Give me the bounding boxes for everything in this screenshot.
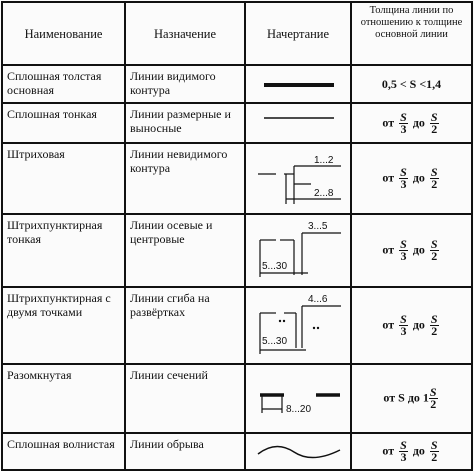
table-row	[2, 65, 472, 103]
dim-label: 8...20	[286, 404, 312, 415]
table-row	[2, 287, 472, 364]
header-name: Наименование	[2, 2, 125, 65]
fraction-s-3: $\frac{S}{3}$	[400, 109, 407, 136]
header-purpose: Назначение	[125, 2, 245, 65]
table-row	[2, 433, 472, 470]
row-purpose: Линии видимого контура	[125, 65, 245, 103]
row-name: Штрихпунктирная с двумя точками	[2, 287, 125, 364]
row-purpose: Линии сгиба на развёртках	[125, 287, 245, 364]
header-row	[2, 2, 472, 65]
row-thickness: от $\frac{S}{3}$ до $\frac{S}{2}$	[351, 214, 472, 287]
thin-solid-line	[246, 104, 351, 143]
row-name: Штрихпунктирная тонкая	[2, 214, 125, 287]
row-purpose: Линии осевые и центровые	[125, 214, 245, 287]
row-thickness: от $\frac{S}{3}$ до $\frac{S}{2}$	[351, 433, 472, 470]
row-name: Сплошная тонкая	[2, 103, 125, 143]
row-name: Сплошная волнистая	[2, 433, 125, 470]
dim-label: 1...2	[314, 155, 334, 166]
thick-solid-line	[246, 66, 351, 103]
row-purpose: Линии невидимого контура	[125, 143, 245, 214]
line-types-table	[1, 1, 473, 471]
open-line-diagram	[246, 365, 351, 433]
dash-dot-line-diagram	[246, 215, 351, 287]
range-to: до	[412, 114, 425, 129]
header-drawing: Начертание	[245, 2, 351, 65]
range-prefix: от S до 1	[383, 390, 429, 405]
row-purpose: Линии размерные и выносные	[125, 103, 245, 143]
dim-label: 5...30	[262, 336, 288, 347]
row-purpose: Линии сечений	[125, 364, 245, 433]
table-row	[2, 103, 472, 143]
drawing-thin-solid	[245, 103, 351, 143]
row-name: Штриховая	[2, 143, 125, 214]
dim-label: 5...30	[262, 261, 288, 272]
wavy-line	[246, 434, 351, 470]
dash-two-dots-line-diagram	[246, 288, 351, 364]
dim-label: 3...5	[308, 221, 328, 232]
drawing-dashed	[245, 143, 351, 214]
drawing-open-line	[245, 364, 351, 433]
fraction-s-2: $\frac{S}{2}$	[430, 109, 438, 136]
row-name: Сплошная толстая основная	[2, 65, 125, 103]
table-row	[2, 214, 472, 287]
drawing-dash-dot	[245, 214, 351, 287]
header-thickness: Толщина линии по отношению к толщине основной линии	[351, 2, 472, 65]
row-thickness: от $\frac{S}{3}$ до $\frac{S}{2}$	[351, 287, 472, 364]
row-thickness: 0,5 < S <1,4	[351, 65, 472, 103]
drawing-wavy	[245, 433, 351, 470]
dim-label: 2...8	[314, 188, 334, 199]
row-thickness	[351, 103, 472, 143]
range-from: от	[382, 114, 395, 129]
drawing-dash-two-dots	[245, 287, 351, 364]
row-name: Разомкнутая	[2, 364, 125, 433]
dashed-line-diagram	[246, 144, 351, 214]
row-thickness: от $\frac{S}{3}$ до $\frac{S}{2}$	[351, 143, 472, 214]
row-thickness: от S до 1 $\frac{S}{2}$	[351, 364, 472, 433]
table-row	[2, 143, 472, 214]
table-row	[2, 364, 472, 433]
row-purpose: Линии обрыва	[125, 433, 245, 470]
drawing-thick-solid	[245, 65, 351, 103]
dim-label: 4...6	[308, 294, 328, 305]
